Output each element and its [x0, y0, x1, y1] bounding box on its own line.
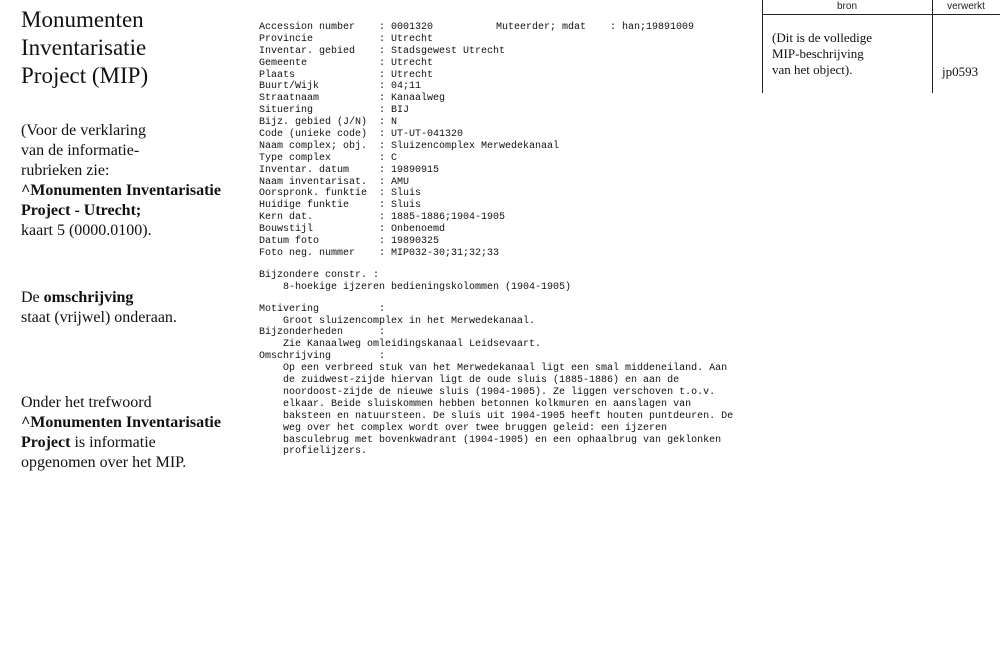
header-verwerkt: verwerkt [947, 1, 985, 12]
field-value: : Sluis [379, 188, 422, 200]
field-value: : Kanaalweg [379, 93, 446, 105]
field-label: Huidige funktie [259, 200, 350, 212]
field-value: : Stadsgewest Utrecht [379, 45, 506, 57]
field-value: : 04;11 [379, 81, 422, 93]
verwerkt-cell: jp0593 [942, 64, 979, 79]
record-field-row [259, 212, 759, 224]
field-label: Kern dat. [259, 212, 314, 224]
record-field-row [259, 93, 759, 105]
field-value: : Utrecht [379, 57, 434, 69]
omschrijving-line: elkaar. Beide sluiskommen hebben betonnen kolkmuren en aanslagen van [283, 398, 692, 410]
omschrijving-line: Op een verbreed stuk van het Merwedekanaal ligt een smal middeneiland. Aan [283, 363, 728, 375]
record-field-row [259, 46, 759, 58]
header-bron: bron [836, 1, 857, 12]
bron-verwerkt-table [762, 0, 1000, 93]
bijzondere-constr-value: 8-hoekige ijzeren bedieningskolommen (1904-1905) [283, 281, 572, 293]
note-trefwoord: Onder het trefwoord ^Monumenten Inventarisatie Project is informatie opgenomen over het MIP. [21, 394, 221, 471]
omschrijving-text [259, 363, 763, 458]
field-value: : 19890915 [379, 164, 440, 176]
field-label: Bijz. gebied (J/N) [259, 117, 368, 129]
bron-cell: (Dit is de volledige MIP-beschrijving van het object). [772, 30, 873, 77]
record-field-row [259, 117, 759, 129]
bijzonderheden-label: Bijzonderheden : [259, 327, 386, 339]
field-value: : MIP032-30;31;32;33 [379, 247, 500, 259]
field-value: : Utrecht [379, 69, 434, 81]
field-label: Code (unieke code) [259, 129, 368, 141]
field-value: : AMU [379, 176, 410, 188]
page-title: Monumenten Inventarisatie Project (MIP) [21, 7, 149, 88]
record-field-row [259, 34, 759, 46]
field-label: Accession number [259, 22, 356, 33]
field-value: : 1885-1886;1904-1905 [379, 212, 506, 224]
record-field-row [259, 224, 759, 236]
field-extra: Muteerder; mdat : han;19891009 [496, 22, 695, 33]
record-field-row [259, 129, 759, 141]
link-mip-utrecht: ^Monumenten Inventarisatie [21, 182, 221, 199]
field-value: : UT-UT-041320 [379, 129, 464, 141]
record-field-row [259, 153, 759, 165]
left-notes [21, 6, 246, 471]
field-value: : Onbenoemd [379, 224, 446, 236]
field-value: : C [379, 152, 398, 164]
record-field-row [259, 236, 759, 248]
field-value: : N [379, 117, 398, 129]
record-field-row [259, 70, 759, 82]
record-field-row [259, 141, 759, 153]
field-label: Provincie [259, 33, 314, 45]
mip-record [259, 22, 759, 458]
field-label: Naam inventarisat. [259, 176, 368, 188]
field-value: : BIJ [379, 105, 410, 117]
field-value: : 0001320 [379, 22, 434, 33]
field-label: Naam complex; obj. [259, 140, 368, 152]
field-value: : Sluizencomplex Merwedekanaal [379, 140, 560, 152]
record-fields [259, 22, 759, 260]
field-label: Bouwstijl [259, 224, 314, 236]
motivering-value: Groot sluizencomplex in het Merwedekanaal. [283, 315, 536, 327]
record-field-row [259, 188, 759, 200]
note-explanation: (Voor de verklaring van de informatie- rubrieken zie: ^Monumenten Inventarisatie Project - Utrecht; kaart 5 (0000.0100). [21, 122, 221, 239]
field-label: Situering [259, 105, 314, 117]
record-field-row [259, 58, 759, 70]
field-label: Type complex [259, 152, 332, 164]
note-omschrijving: De omschrijving staat (vrijwel) onderaan. [21, 289, 177, 326]
record-field-row [259, 105, 759, 117]
record-field-row [259, 22, 759, 34]
field-label: Datum foto [259, 236, 320, 248]
record-field-row [259, 165, 759, 177]
omschrijving-label: Omschrijving : [259, 351, 386, 363]
omschrijving-line: weg over het complex wordt over twee bruggen geleid: een ijzeren [283, 422, 668, 434]
omschrijving-line: basculebrug met bovenkwadrant (1904-1905) en een ophaalbrug van geklonken [283, 434, 722, 446]
field-value: : Sluis [379, 200, 422, 212]
field-label: Plaats [259, 69, 296, 81]
field-label: Inventar. datum [259, 164, 350, 176]
bijzondere-constr-label: Bijzondere constr. : [259, 269, 380, 281]
field-label: Buurt/Wijk [259, 81, 320, 93]
record-field-row [259, 248, 759, 260]
field-value: : Utrecht [379, 33, 434, 45]
field-label: Inventar. gebied [259, 45, 356, 57]
field-label: Straatnaam [259, 93, 320, 105]
omschrijving-line: profielijzers. [283, 446, 368, 458]
field-label: Oorspronk. funktie [259, 188, 368, 200]
record-field-row [259, 81, 759, 93]
omschrijving-line: de zuidwest-zijde hiervan ligt de oude sluis (1885-1886) en aan de [283, 375, 680, 386]
field-value: : 19890325 [379, 236, 440, 248]
bijzonderheden-value: Zie Kanaalweg omleidingskanaal Leidsevaart. [283, 339, 542, 351]
field-label: Foto neg. nummer [259, 247, 356, 259]
omschrijving-line: noordoost-zijde de nieuwe sluis (1904-1905). Ze liggen verschoven t.o.v. [283, 386, 716, 398]
motivering-label: Motivering : [259, 303, 386, 315]
omschrijving-line: baksteen en natuursteen. De sluis uit 1904-1905 heeft houten puntdeuren. De [283, 410, 734, 422]
record-field-row [259, 200, 759, 212]
record-field-row [259, 177, 759, 189]
field-label: Gemeente [259, 57, 308, 69]
